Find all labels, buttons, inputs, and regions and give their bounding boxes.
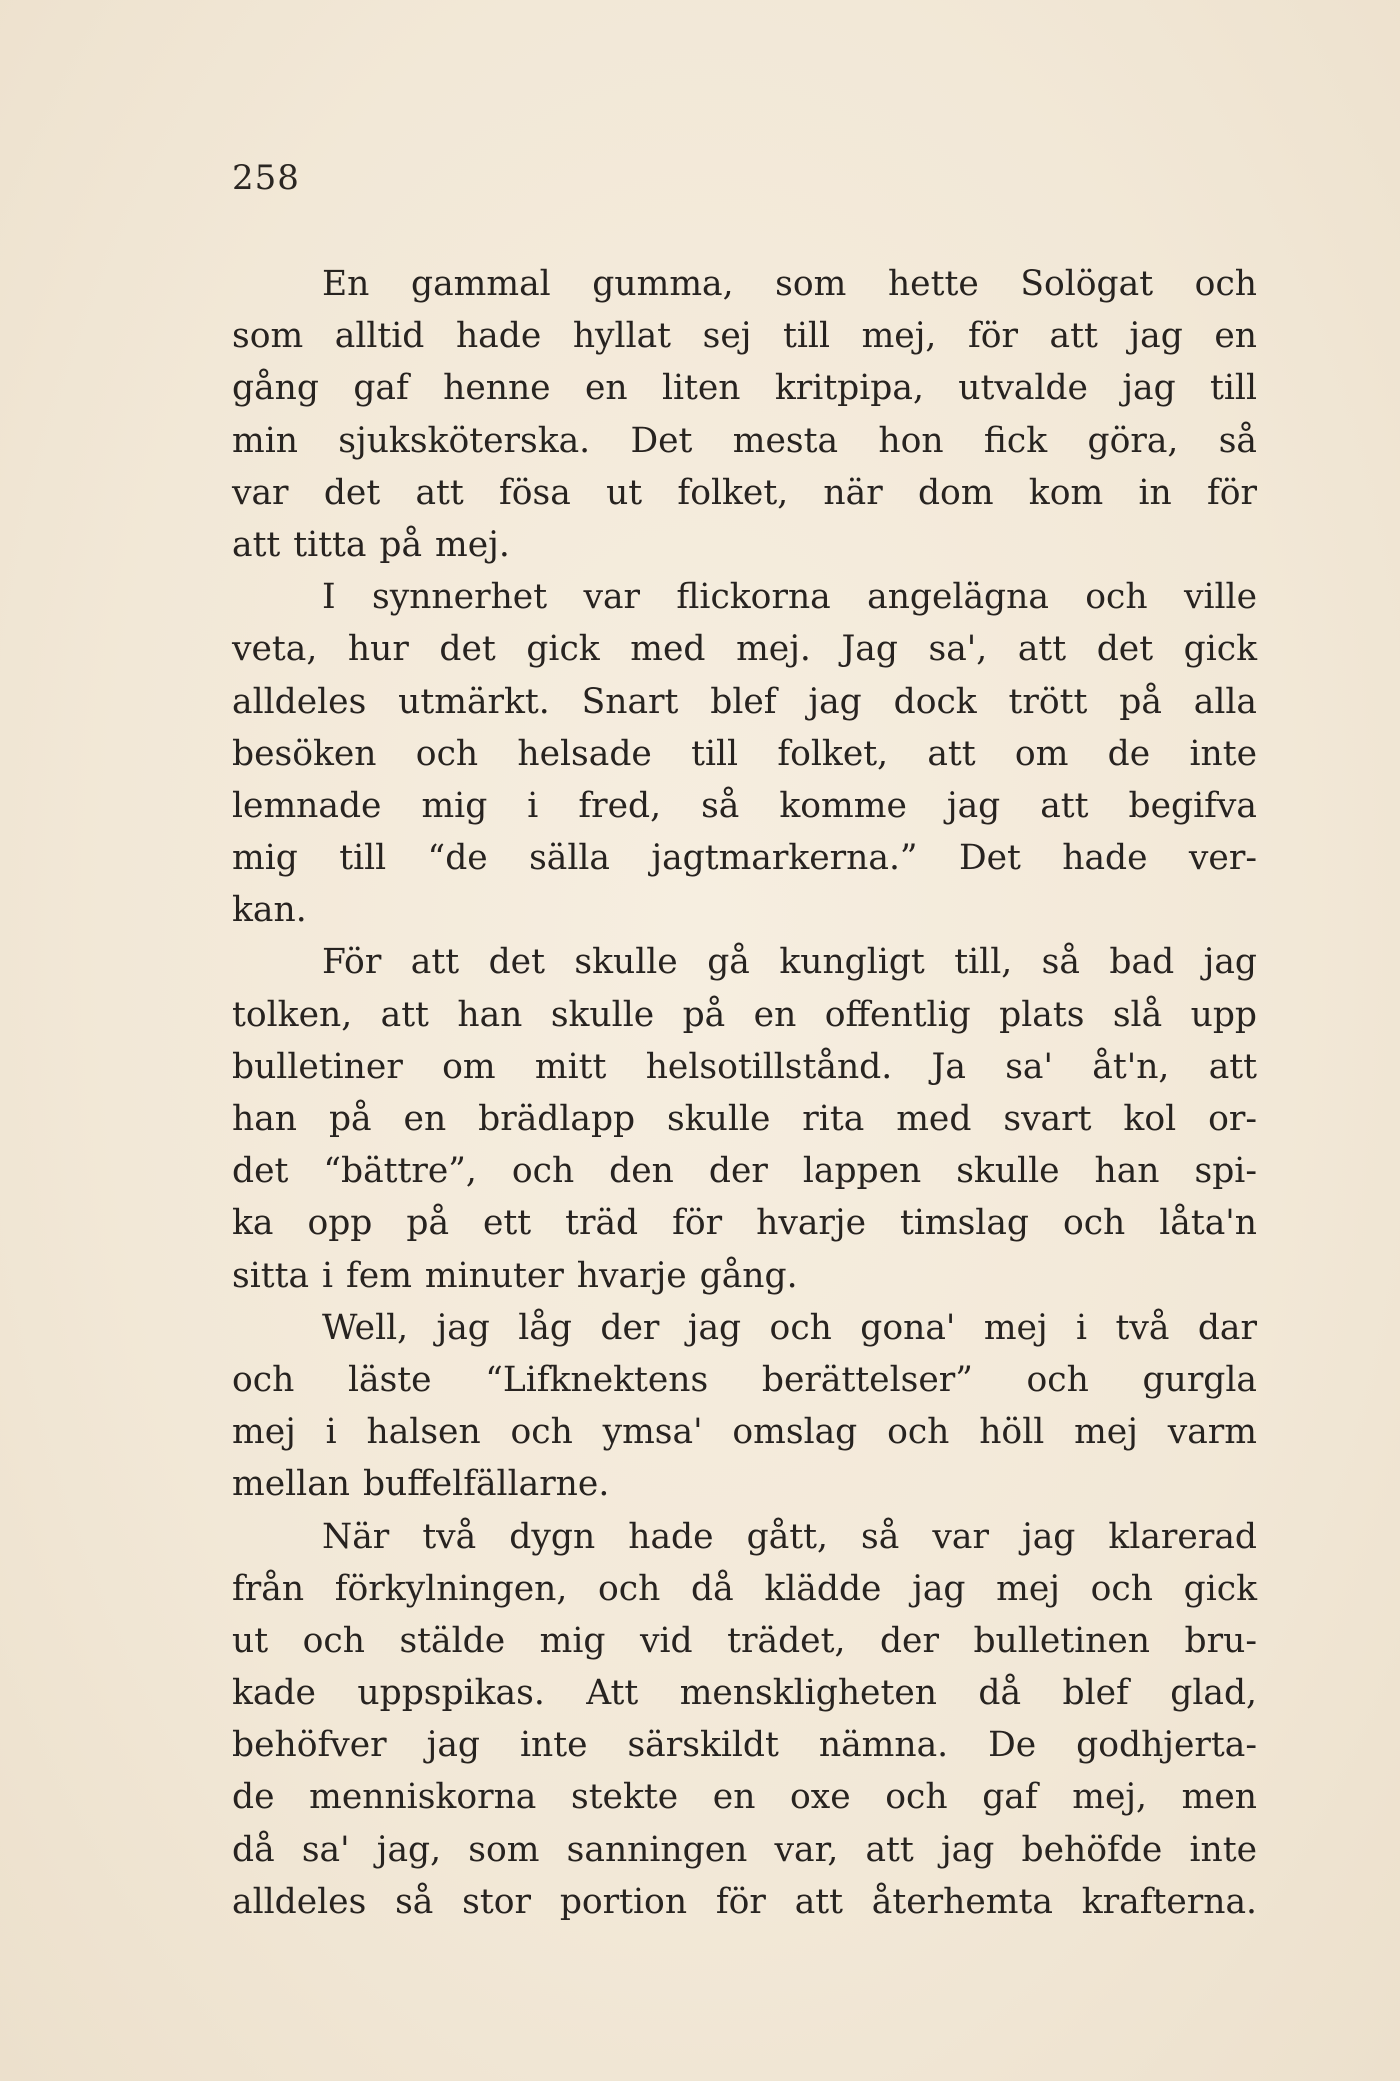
text-line: bulletiner om mitt helsotillstånd. Ja sa' åt'n, att — [232, 1046, 1257, 1087]
text-line: Well, jag låg der jag och gona' mej i två dar — [322, 1307, 1257, 1348]
text-line: att titta på mej. — [232, 524, 510, 565]
text-line: besöken och helsade till folket, att om de inte — [232, 733, 1257, 774]
text-line: gång gaf henne en liten kritpipa, utvalde jag till — [232, 368, 1257, 409]
text-line: var det att fösa ut folket, när dom kom in för — [232, 472, 1257, 513]
page-number: 258 — [232, 158, 300, 198]
text-line: de menniskorna stekte en oxe och gaf mej, men — [232, 1777, 1257, 1818]
text-line: mellan buffelfällarne. — [232, 1464, 610, 1505]
text-line: mej i halsen och ymsa' omslag och höll mej varm — [232, 1412, 1257, 1453]
text-line: lemnade mig i fred, så komme jag att begifva — [232, 785, 1257, 826]
text-line: det “bättre”, och den der lappen skulle han spi- — [232, 1151, 1257, 1192]
text-line: ut och stälde mig vid trädet, der bulletinen bru- — [232, 1620, 1257, 1661]
text-line: veta, hur det gick med mej. Jag sa', att det gick — [232, 629, 1257, 670]
text-line: då sa' jag, som sanningen var, att jag behöfde inte — [232, 1829, 1257, 1870]
text-line: sitta i fem minuter hvarje gång. — [232, 1255, 798, 1296]
text-line: För att det skulle gå kungligt till, så bad jag — [322, 942, 1257, 983]
text-line: från förkylningen, och då klädde jag mej och gick — [232, 1568, 1257, 1609]
text-line: I synnerhet var flickorna angelägna och ville — [322, 577, 1257, 618]
text-line: och läste “Lifknektens berättelser” och gurgla — [232, 1359, 1257, 1400]
text-line: kade uppspikas. Att menskligheten då blef glad, — [232, 1673, 1257, 1714]
text-line: mig till “de sälla jagtmarkerna.” Det hade ver- — [232, 838, 1257, 879]
text-line: När två dygn hade gått, så var jag klarerad — [322, 1516, 1257, 1557]
text-line: som alltid hade hyllat sej till mej, för att jag en — [232, 316, 1257, 357]
body-text — [232, 258, 1257, 1928]
text-line: han på en brädlapp skulle rita med svart kol or- — [232, 1099, 1257, 1139]
text-line: alldeles så stor portion för att återhemta krafterna. — [232, 1881, 1257, 1922]
text-line: alldeles utmärkt. Snart blef jag dock trött på alla — [232, 681, 1257, 722]
text-line: min sjuksköterska. Det mesta hon fick göra, så — [232, 420, 1257, 461]
text-line: ka opp på ett träd för hvarje timslag och låta'n — [232, 1203, 1257, 1244]
text-line: behöfver jag inte särskildt nämna. De godhjerta- — [232, 1725, 1257, 1766]
text-line: kan. — [232, 890, 307, 931]
text-line: En gammal gumma, som hette Solögat och — [322, 264, 1257, 304]
text-line: tolken, att han skulle på en offentlig plats slå upp — [232, 994, 1257, 1035]
